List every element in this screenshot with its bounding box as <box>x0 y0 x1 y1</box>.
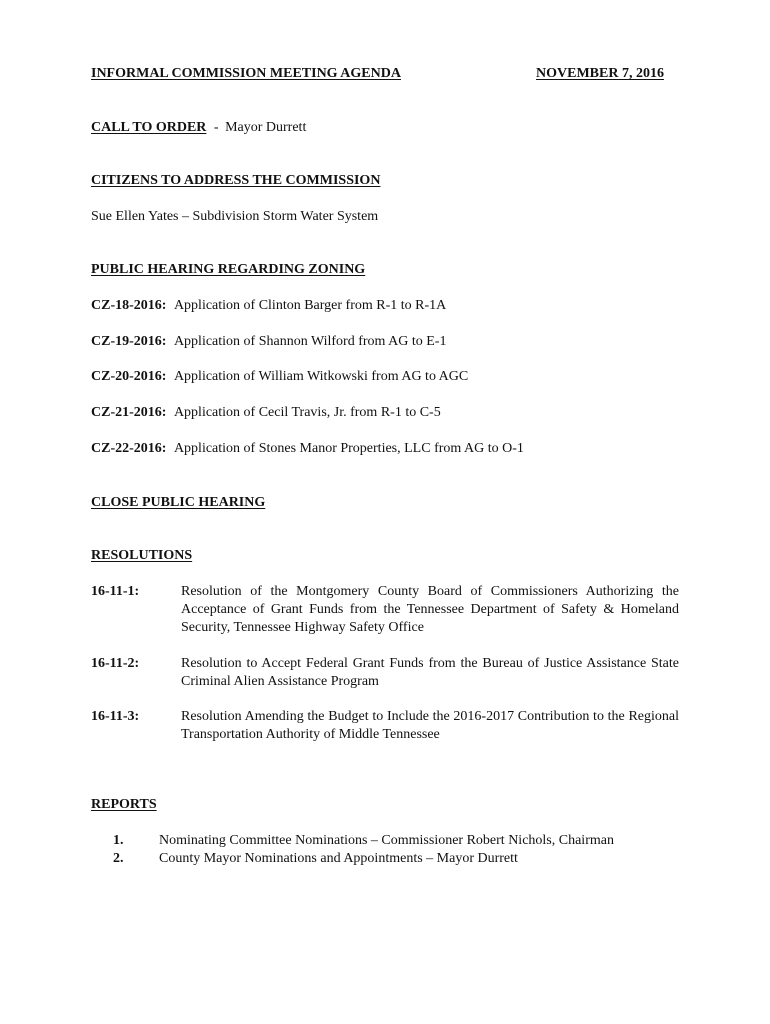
resolution-description: Resolution to Accept Federal Grant Funds from the Bureau of Justice Assistance State Criminal Alien Assistance Program <box>181 656 679 689</box>
call-to-order-heading: CALL TO ORDER <box>91 120 207 135</box>
resolution-description: Resolution Amending the Budget to Include the 2016-2017 Contribution to the Regional Transportation Authority of Middle Tennessee <box>181 709 679 742</box>
reports-heading: REPORTS <box>91 797 157 812</box>
resolution-code: 16-11-2: <box>91 656 140 671</box>
report-number: 1. <box>113 833 124 848</box>
meeting-date: NOVEMBER 7, 2016 <box>536 66 664 81</box>
zoning-item <box>91 441 524 457</box>
resolution-code: 16-11-1: <box>91 584 140 599</box>
zoning-item <box>91 369 468 385</box>
agenda-title: INFORMAL COMMISSION MEETING AGENDA <box>91 66 401 81</box>
call-to-order-separator: - <box>213 120 219 135</box>
report-description: Nominating Committee Nominations – Commissioner Robert Nichols, Chairman <box>159 833 614 848</box>
report-number: 2. <box>113 851 124 866</box>
zoning-description: Application of Stones Manor Properties, LLC from AG to O-1 <box>173 441 524 456</box>
zoning-item <box>91 405 441 421</box>
resolutions-heading: RESOLUTIONS <box>91 548 193 563</box>
zoning-description: Application of William Witkowski from AG to AGC <box>173 369 469 384</box>
report-description: County Mayor Nominations and Appointments – Mayor Durrett <box>159 851 518 866</box>
resolution-code: 16-11-3: <box>91 709 140 724</box>
zoning-description: Application of Clinton Barger from R-1 to R-1A <box>173 298 447 313</box>
zoning-description: Application of Cecil Travis, Jr. from R-1 to C-5 <box>173 405 441 420</box>
zoning-code: CZ-19-2016: <box>91 334 167 349</box>
zoning-description: Application of Shannon Wilford from AG to E-1 <box>173 334 447 349</box>
zoning-code: CZ-21-2016: <box>91 405 167 420</box>
resolution-description: Resolution of the Montgomery County Board of Commissioners Authorizing the Acceptance of Grant Funds from the Tennessee Department of Safety & Homeland Security, Tennessee Highway Safety Office <box>181 584 679 635</box>
close-hearing-heading: CLOSE PUBLIC HEARING <box>91 495 266 510</box>
public-hearing-heading: PUBLIC HEARING REGARDING ZONING <box>91 262 366 277</box>
call-to-order-presider: Mayor Durrett <box>225 120 307 135</box>
citizens-heading: CITIZENS TO ADDRESS THE COMMISSION <box>91 173 381 188</box>
zoning-code: CZ-20-2016: <box>91 369 167 384</box>
citizens-speaker: Sue Ellen Yates – Subdivision Storm Water System <box>91 209 379 224</box>
zoning-code: CZ-22-2016: <box>91 441 167 456</box>
zoning-code: CZ-18-2016: <box>91 298 167 313</box>
zoning-item <box>91 298 446 314</box>
call-to-order-line <box>91 120 306 136</box>
zoning-item <box>91 334 446 350</box>
